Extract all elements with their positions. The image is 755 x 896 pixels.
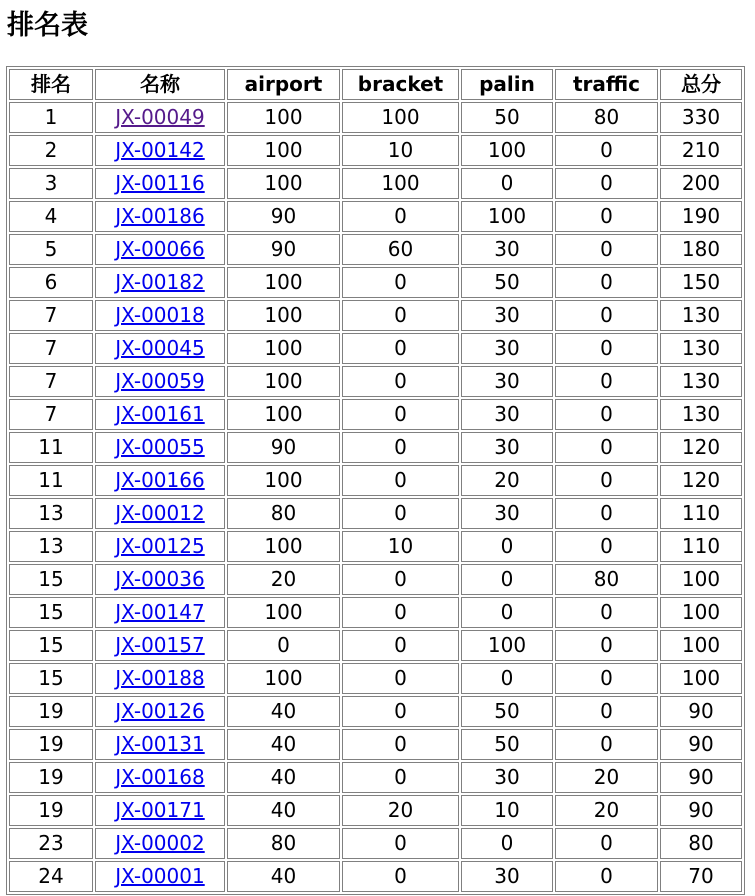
table-row [9, 729, 742, 760]
cell-total: 100 [660, 630, 742, 661]
cell-palin: 100 [461, 135, 553, 166]
cell-bracket: 0 [342, 201, 459, 232]
table-header-row [9, 69, 742, 100]
table-row [9, 564, 742, 595]
table-row [9, 366, 742, 397]
cell-traffic: 0 [555, 663, 658, 694]
cell-traffic: 0 [555, 135, 658, 166]
cell-name [95, 465, 225, 496]
header-total: 总分 [660, 69, 742, 100]
team-link[interactable]: JX-00018 [115, 303, 205, 327]
cell-airport: 100 [227, 102, 340, 133]
cell-palin: 30 [461, 234, 553, 265]
cell-total: 330 [660, 102, 742, 133]
team-link[interactable]: JX-00012 [115, 501, 205, 525]
cell-traffic: 80 [555, 102, 658, 133]
cell-name [95, 498, 225, 529]
cell-name [95, 861, 225, 892]
team-link[interactable]: JX-00049 [115, 105, 205, 129]
cell-total: 90 [660, 729, 742, 760]
cell-name [95, 399, 225, 430]
team-link[interactable]: JX-00161 [115, 402, 205, 426]
cell-airport: 100 [227, 333, 340, 364]
cell-bracket: 0 [342, 663, 459, 694]
team-link[interactable]: JX-00186 [115, 204, 205, 228]
cell-bracket: 0 [342, 630, 459, 661]
cell-traffic: 0 [555, 201, 658, 232]
team-link[interactable]: JX-00059 [115, 369, 205, 393]
cell-airport: 0 [227, 630, 340, 661]
cell-airport: 80 [227, 498, 340, 529]
cell-palin: 0 [461, 531, 553, 562]
cell-palin: 30 [461, 333, 553, 364]
cell-rank: 15 [9, 597, 93, 628]
cell-airport: 90 [227, 201, 340, 232]
team-link[interactable]: JX-00171 [115, 798, 205, 822]
cell-bracket: 0 [342, 696, 459, 727]
table-row [9, 795, 742, 826]
cell-name [95, 135, 225, 166]
cell-bracket: 10 [342, 531, 459, 562]
cell-airport: 100 [227, 663, 340, 694]
cell-rank: 19 [9, 795, 93, 826]
cell-rank: 1 [9, 102, 93, 133]
table-row [9, 234, 742, 265]
cell-bracket: 0 [342, 399, 459, 430]
cell-name [95, 300, 225, 331]
cell-palin: 0 [461, 663, 553, 694]
cell-total: 90 [660, 762, 742, 793]
cell-palin: 100 [461, 201, 553, 232]
table-row [9, 531, 742, 562]
cell-rank: 11 [9, 432, 93, 463]
cell-rank: 7 [9, 300, 93, 331]
cell-total: 120 [660, 465, 742, 496]
cell-airport: 100 [227, 531, 340, 562]
cell-traffic: 0 [555, 300, 658, 331]
cell-traffic: 0 [555, 465, 658, 496]
cell-palin: 50 [461, 102, 553, 133]
team-link[interactable]: JX-00066 [115, 237, 205, 261]
cell-palin: 30 [461, 399, 553, 430]
team-link[interactable]: JX-00147 [115, 600, 205, 624]
cell-rank: 15 [9, 564, 93, 595]
cell-rank: 13 [9, 531, 93, 562]
cell-name [95, 366, 225, 397]
cell-name [95, 432, 225, 463]
cell-airport: 90 [227, 234, 340, 265]
cell-total: 110 [660, 498, 742, 529]
cell-bracket: 0 [342, 498, 459, 529]
cell-palin: 30 [461, 762, 553, 793]
cell-total: 130 [660, 333, 742, 364]
cell-total: 110 [660, 531, 742, 562]
cell-palin: 20 [461, 465, 553, 496]
cell-palin: 0 [461, 828, 553, 859]
cell-name [95, 762, 225, 793]
cell-total: 210 [660, 135, 742, 166]
cell-bracket: 0 [342, 861, 459, 892]
cell-name [95, 696, 225, 727]
table-row [9, 828, 742, 859]
cell-traffic: 0 [555, 531, 658, 562]
table-row [9, 333, 742, 364]
cell-rank: 7 [9, 366, 93, 397]
team-link[interactable]: JX-00188 [115, 666, 205, 690]
cell-total: 130 [660, 300, 742, 331]
team-link[interactable]: JX-00001 [115, 864, 205, 888]
cell-airport: 100 [227, 267, 340, 298]
cell-bracket: 100 [342, 168, 459, 199]
cell-rank: 13 [9, 498, 93, 529]
cell-airport: 100 [227, 597, 340, 628]
cell-name [95, 234, 225, 265]
cell-total: 150 [660, 267, 742, 298]
cell-palin: 30 [461, 366, 553, 397]
table-row [9, 267, 742, 298]
cell-rank: 2 [9, 135, 93, 166]
header-palin: palin [461, 69, 553, 100]
header-bracket: bracket [342, 69, 459, 100]
table-row [9, 663, 742, 694]
team-link[interactable]: JX-00168 [115, 765, 205, 789]
header-traffic: traffic [555, 69, 658, 100]
cell-airport: 40 [227, 795, 340, 826]
ranking-table [6, 66, 745, 895]
table-row [9, 399, 742, 430]
cell-name [95, 201, 225, 232]
cell-traffic: 0 [555, 399, 658, 430]
header-airport: airport [227, 69, 340, 100]
cell-total: 120 [660, 432, 742, 463]
cell-airport: 100 [227, 366, 340, 397]
cell-name [95, 267, 225, 298]
cell-airport: 80 [227, 828, 340, 859]
table-row [9, 168, 742, 199]
table-row [9, 762, 742, 793]
cell-rank: 15 [9, 630, 93, 661]
cell-name [95, 630, 225, 661]
team-link[interactable]: JX-00055 [115, 435, 205, 459]
cell-traffic: 0 [555, 333, 658, 364]
cell-airport: 90 [227, 432, 340, 463]
table-row [9, 630, 742, 661]
table-row [9, 696, 742, 727]
table-row [9, 102, 742, 133]
cell-airport: 100 [227, 399, 340, 430]
cell-rank: 19 [9, 729, 93, 760]
cell-rank: 6 [9, 267, 93, 298]
cell-total: 100 [660, 564, 742, 595]
cell-total: 90 [660, 795, 742, 826]
cell-bracket: 0 [342, 597, 459, 628]
cell-rank: 23 [9, 828, 93, 859]
cell-bracket: 0 [342, 333, 459, 364]
cell-total: 70 [660, 861, 742, 892]
cell-rank: 19 [9, 762, 93, 793]
cell-name [95, 828, 225, 859]
team-link[interactable]: JX-00142 [115, 138, 205, 162]
header-rank: 排名 [9, 69, 93, 100]
cell-traffic: 0 [555, 597, 658, 628]
team-link[interactable]: JX-00131 [115, 732, 205, 756]
cell-bracket: 20 [342, 795, 459, 826]
cell-palin: 50 [461, 696, 553, 727]
cell-traffic: 20 [555, 795, 658, 826]
table-row [9, 201, 742, 232]
cell-rank: 5 [9, 234, 93, 265]
table-row [9, 432, 742, 463]
cell-bracket: 0 [342, 432, 459, 463]
cell-traffic: 0 [555, 366, 658, 397]
cell-total: 200 [660, 168, 742, 199]
cell-name [95, 564, 225, 595]
cell-palin: 30 [461, 498, 553, 529]
cell-rank: 24 [9, 861, 93, 892]
cell-palin: 50 [461, 729, 553, 760]
cell-bracket: 0 [342, 465, 459, 496]
team-link[interactable]: JX-00002 [115, 831, 205, 855]
cell-name [95, 102, 225, 133]
cell-total: 100 [660, 663, 742, 694]
table-row [9, 465, 742, 496]
cell-traffic: 20 [555, 762, 658, 793]
cell-rank: 15 [9, 663, 93, 694]
cell-bracket: 0 [342, 564, 459, 595]
cell-name [95, 795, 225, 826]
team-link[interactable]: JX-00045 [115, 336, 205, 360]
cell-traffic: 0 [555, 498, 658, 529]
cell-palin: 100 [461, 630, 553, 661]
cell-airport: 40 [227, 861, 340, 892]
cell-traffic: 80 [555, 564, 658, 595]
cell-bracket: 0 [342, 366, 459, 397]
cell-airport: 40 [227, 762, 340, 793]
cell-traffic: 0 [555, 168, 658, 199]
table-row [9, 135, 742, 166]
header-name: 名称 [95, 69, 225, 100]
table-row [9, 861, 742, 892]
table-row [9, 597, 742, 628]
cell-airport: 100 [227, 465, 340, 496]
cell-total: 130 [660, 399, 742, 430]
cell-bracket: 0 [342, 267, 459, 298]
cell-airport: 20 [227, 564, 340, 595]
cell-bracket: 60 [342, 234, 459, 265]
cell-name [95, 663, 225, 694]
table-row [9, 300, 742, 331]
cell-rank: 7 [9, 399, 93, 430]
team-link[interactable]: JX-00125 [115, 534, 205, 558]
cell-total: 100 [660, 597, 742, 628]
cell-palin: 30 [461, 861, 553, 892]
cell-traffic: 0 [555, 234, 658, 265]
cell-rank: 4 [9, 201, 93, 232]
cell-airport: 100 [227, 300, 340, 331]
cell-traffic: 0 [555, 696, 658, 727]
cell-total: 90 [660, 696, 742, 727]
cell-palin: 0 [461, 168, 553, 199]
team-link[interactable]: JX-00036 [115, 567, 205, 591]
cell-traffic: 0 [555, 432, 658, 463]
team-link[interactable]: JX-00166 [115, 468, 205, 492]
table-row [9, 498, 742, 529]
team-link[interactable]: JX-00182 [115, 270, 205, 294]
cell-palin: 0 [461, 564, 553, 595]
cell-palin: 10 [461, 795, 553, 826]
team-link[interactable]: JX-00116 [115, 171, 205, 195]
cell-bracket: 100 [342, 102, 459, 133]
cell-total: 190 [660, 201, 742, 232]
cell-bracket: 10 [342, 135, 459, 166]
cell-palin: 30 [461, 432, 553, 463]
cell-total: 130 [660, 366, 742, 397]
cell-total: 80 [660, 828, 742, 859]
cell-name [95, 729, 225, 760]
cell-airport: 40 [227, 696, 340, 727]
cell-rank: 11 [9, 465, 93, 496]
cell-total: 180 [660, 234, 742, 265]
cell-rank: 3 [9, 168, 93, 199]
cell-airport: 40 [227, 729, 340, 760]
cell-airport: 100 [227, 168, 340, 199]
cell-traffic: 0 [555, 861, 658, 892]
cell-airport: 100 [227, 135, 340, 166]
cell-name [95, 333, 225, 364]
cell-traffic: 0 [555, 828, 658, 859]
cell-rank: 19 [9, 696, 93, 727]
cell-palin: 50 [461, 267, 553, 298]
team-link[interactable]: JX-00126 [115, 699, 205, 723]
cell-palin: 0 [461, 597, 553, 628]
cell-traffic: 0 [555, 267, 658, 298]
cell-name [95, 168, 225, 199]
cell-name [95, 597, 225, 628]
cell-bracket: 0 [342, 729, 459, 760]
cell-traffic: 0 [555, 729, 658, 760]
table-body [9, 102, 742, 892]
page-title: 排名表 [7, 10, 88, 41]
cell-bracket: 0 [342, 762, 459, 793]
cell-traffic: 0 [555, 630, 658, 661]
cell-palin: 30 [461, 300, 553, 331]
team-link[interactable]: JX-00157 [115, 633, 205, 657]
cell-bracket: 0 [342, 828, 459, 859]
cell-bracket: 0 [342, 300, 459, 331]
cell-name [95, 531, 225, 562]
cell-rank: 7 [9, 333, 93, 364]
